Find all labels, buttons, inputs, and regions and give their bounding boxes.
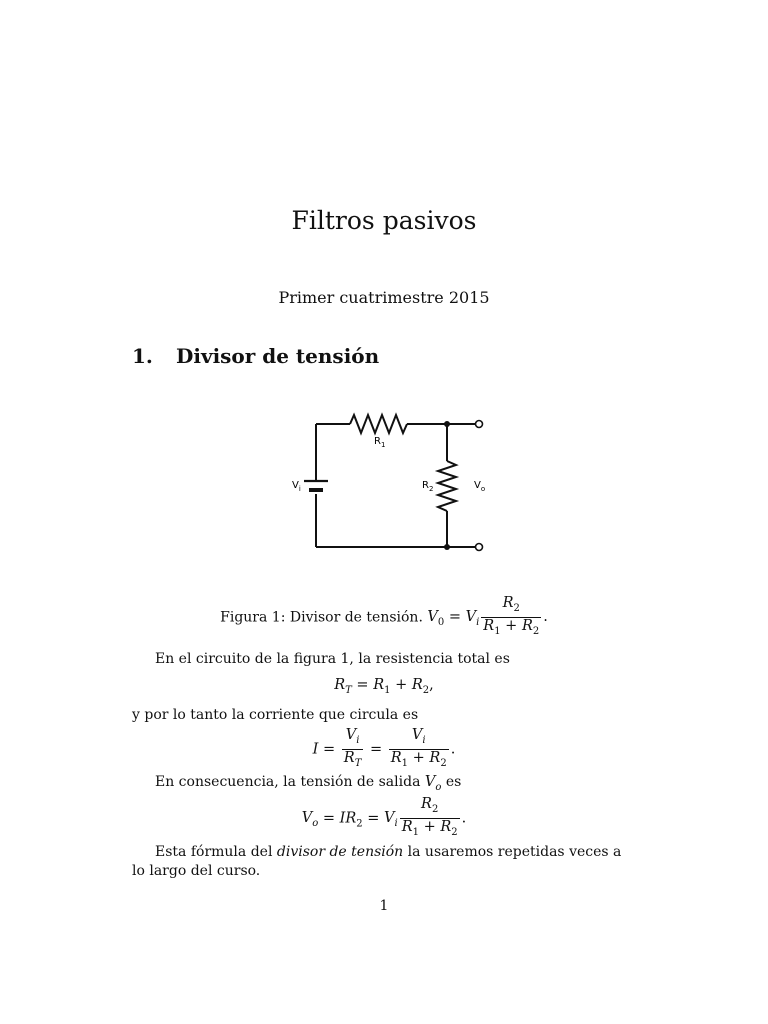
paragraph-3-text-a: En consecuencia, la tensión de salida (155, 774, 421, 790)
resistor-r2 (438, 461, 456, 511)
paragraph-2: y por lo tanto la corriente que circula es (132, 707, 419, 723)
label-r2: $R_2$ (422, 480, 434, 493)
equation-total-resistance: $R_T = R_1 + R_2$, (334, 677, 434, 696)
resistor-r1 (350, 415, 407, 433)
junction-dot-bottom (444, 544, 450, 550)
document-title: Filtros pasivos (291, 206, 477, 235)
figure-caption (0, 596, 768, 639)
output-terminal-top (476, 421, 483, 428)
paragraph-4-text-a: Esta fórmula del (155, 844, 273, 860)
paragraph-4 (132, 843, 636, 881)
paragraph-3 (132, 773, 636, 797)
figure-caption-text: Figura 1: Divisor de tensión. (220, 609, 423, 626)
output-terminal-bottom (476, 544, 483, 551)
section-title: Divisor de tensión (176, 344, 380, 368)
document-subtitle: Primer cuatrimestre 2015 (278, 288, 490, 307)
paragraph-4-text-b: la usaremos repetidas veces a lo largo del curso. (132, 844, 622, 879)
paragraph-1: En el circuito de la figura 1, la resistencia total es (155, 651, 510, 667)
inline-vo: $V_o$ (424, 774, 442, 793)
equation-output-voltage: $V_o = IR_2 = V_i$ $\frac{R_2}{R_1 + R_2}$ . (301, 796, 467, 838)
voltage-divider-circuit (280, 405, 500, 565)
caption-formula: $V_0 = V_i$ $\frac{R_2}{R_1 + R_2}$ . (427, 595, 548, 637)
junction-dot-top (444, 421, 450, 427)
label-r1: $R_1$ (374, 436, 386, 449)
section-heading (132, 344, 379, 368)
section-number: 1. (132, 344, 153, 368)
paragraph-4-emphasis: divisor de tensión (276, 844, 404, 860)
paragraph-3-text-b: es (445, 774, 462, 790)
page-number: 1 (379, 898, 389, 914)
label-vi: $V_i$ (292, 480, 301, 493)
label-vo: $V_o$ (474, 480, 486, 493)
equation-current: I = $\frac{V_i}{R_T}$ = $\frac{V_i}{R_1 + R_2}$ . (312, 727, 456, 769)
